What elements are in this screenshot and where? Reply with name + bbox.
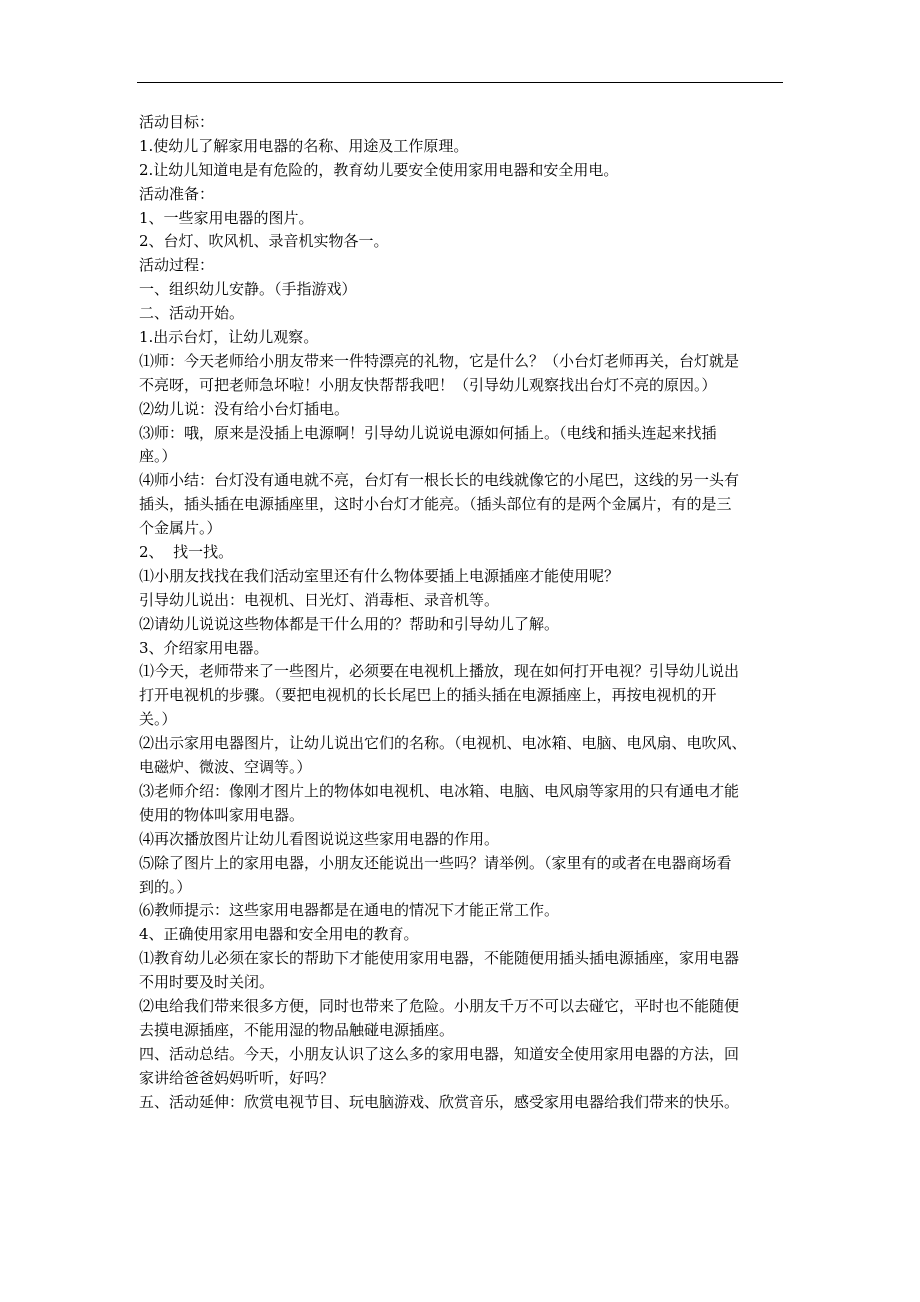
paragraph-line: 去摸电源插座，不能用湿的物品触碰电源插座。 — [139, 1020, 455, 1039]
goal-item: 1.使幼儿了解家用电器的名称、用途及工作原理。 — [139, 136, 469, 155]
process-step: 二、活动开始。 — [139, 304, 245, 323]
heading-process: 活动过程： — [139, 256, 215, 275]
paragraph-line: 电磁炉、微波、空调等。） — [139, 758, 312, 777]
process-step: 五、活动延伸：欣赏电视节目、玩电脑游戏、欣赏音乐，感受家用电器给我们带来的快乐。 — [139, 1092, 740, 1111]
paragraph-line: ⑴小朋友找找在我们活动室里还有什么物体要插上电源插座才能使用呢？ — [139, 566, 620, 585]
paragraph-line: 座。） — [139, 447, 177, 466]
heading-goals: 活动目标： — [139, 113, 215, 131]
paragraph-line: 引导幼儿说出：电视机、日光灯、消毒柜、录音机等。 — [139, 590, 500, 609]
paragraph-line: 插头，插头插在电源插座里，这时小台灯才能亮。（插头部位有的是两个金属片，有的是三 — [139, 495, 732, 514]
paragraph-line: 家讲给爸爸妈妈听听，好吗？ — [139, 1068, 335, 1087]
process-step: 一、组织幼儿安静。（手指游戏） — [139, 280, 357, 299]
paragraph-line: 关。） — [139, 710, 177, 729]
paragraph-line: ⑵幼儿说：没有给小台灯插电。 — [139, 399, 350, 418]
paragraph-line: 不用时要及时关闭。 — [139, 973, 275, 992]
paragraph-line: ⑵电给我们带来很多方便，同时也带来了危险。小朋友千万不可以去碰它，平时也不能随便 — [139, 996, 740, 1015]
paragraph-line: ⑶老师介绍：像刚才图片上的物体如电视机、电冰箱、电脑、电风扇等家用的只有通电才能 — [139, 781, 740, 800]
paragraph-line: ⑴教育幼儿必须在家长的帮助下才能使用家用电器，不能随便用插头插电源插座，家用电器 — [139, 949, 740, 968]
process-substep: 3、介绍家用电器。 — [139, 638, 269, 657]
paragraph-line: 到的。） — [139, 877, 192, 896]
paragraph-line: ⑵出示家用电器图片，让幼儿说出它们的名称。（电视机、电冰箱、电脑、电风扇、电吹风、 — [139, 734, 747, 753]
paragraph-line: ⑴师：今天老师给小朋友带来一件特漂亮的礼物，它是什么？（小台灯老师再关，台灯就是 — [139, 351, 740, 370]
paragraph-line: ⑷师小结：台灯没有通电就不亮，台灯有一根长长的电线就像它的小尾巴，这线的另一头有 — [139, 471, 740, 490]
header-rule — [137, 82, 783, 83]
paragraph-line: ⑷再次播放图片让幼儿看图说说这些家用电器的作用。 — [139, 829, 500, 848]
paragraph-line: 不亮呀，可把老师急坏啦！小朋友快帮帮我吧！（引导幼儿观察找出台灯不亮的原因。） — [139, 375, 717, 394]
paragraph-line: ⑵请幼儿说说这些物体都是干什么用的？帮助和引导幼儿了解。 — [139, 614, 560, 633]
paragraph-line: 使用的物体叫家用电器。 — [139, 805, 305, 824]
process-substep: 4、正确使用家用电器和安全用电的教育。 — [139, 925, 419, 944]
document-body — [139, 111, 799, 1114]
heading-preparation: 活动准备： — [139, 184, 215, 203]
paragraph-line: ⑶师：哦，原来是没插上电源啊！引导幼儿说说电源如何插上。（电线和插头连起来找插 — [139, 423, 717, 442]
paragraph-line: 个金属片。） — [139, 519, 222, 538]
paragraph-line: ⑴今天，老师带来了一些图片，必须要在电视机上播放，现在如何打开电视？引导幼儿说出 — [139, 662, 740, 681]
paragraph-line: 打开电视机的步骤。（要把电视机的长长尾巴上的插头插在电源插座上，再按电视机的开 — [139, 686, 717, 705]
process-substep: 2、 找一找。 — [139, 543, 234, 562]
paragraph-line: ⑸除了图片上的家用电器，小朋友还能说出一些吗？请举例。（家里有的或者在电器商场看 — [139, 853, 732, 872]
paragraph-line: ⑹教师提示：这些家用电器都是在通电的情况下才能正常工作。 — [139, 901, 560, 920]
preparation-item: 1、一些家用电器的图片。 — [139, 208, 314, 227]
process-substep: 1.出示台灯，让幼儿观察。 — [139, 328, 319, 347]
process-step: 四、活动总结。今天，小朋友认识了这么多的家用电器，知道安全使用家用电器的方法，回 — [139, 1044, 740, 1063]
preparation-item: 2、台灯、吹风机、录音机实物各一。 — [139, 232, 389, 251]
goal-item: 2.让幼儿知道电是有危险的，教育幼儿要安全使用家用电器和安全用电。 — [139, 160, 619, 179]
